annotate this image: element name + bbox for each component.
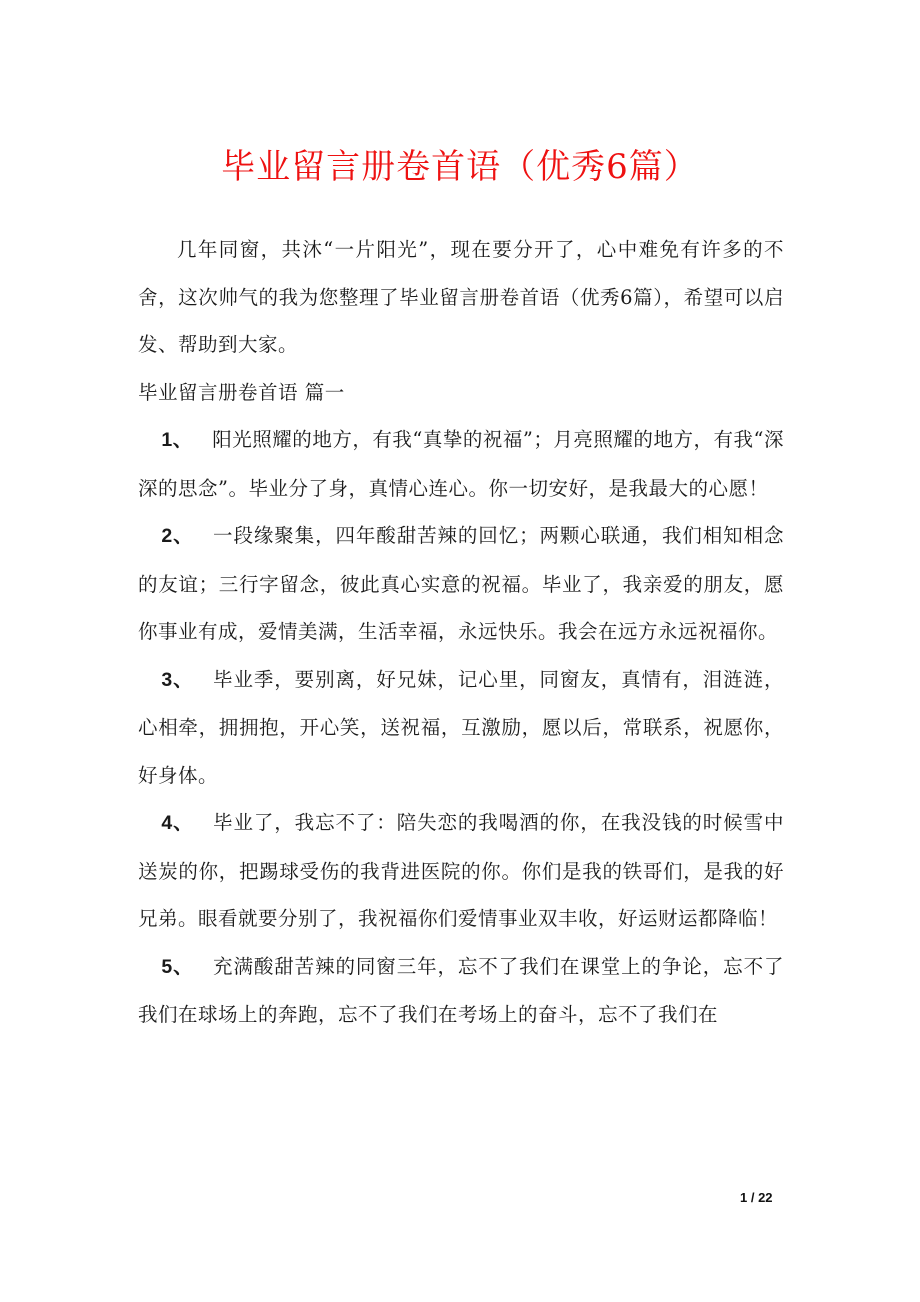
item-number: 2、 <box>161 525 194 547</box>
item-text: 充满酸甜苦辣的同窗三年，忘不了我们在课堂上的争论，忘不了我们在球场上的奔跑，忘不了我们在考场上的奋斗，忘不了我们在 <box>138 954 784 1026</box>
item-text: 一段缘聚集，四年酸甜苦辣的回忆；两颗心联通，我们相知相念的友谊；三行字留念，彼此真心实意的祝福。毕业了，我亲爱的朋友，愿你事业有成，爱情美满，生活幸福，永远快乐。我会在远方永远祝福你。 <box>138 524 784 643</box>
item-text: 毕业季，要别离，好兄妹，记心里，同窗友，真情有，泪涟涟，心相牵，拥拥抱，开心笑，送祝福，互激励，愿以后，常联系，祝愿你，好身体。 <box>138 667 784 787</box>
item-number: 3、 <box>161 668 194 691</box>
list-item <box>138 799 784 943</box>
list-item <box>138 656 784 800</box>
item-number: 4、 <box>161 812 194 834</box>
document-title: 毕业留言册卷首语（优秀6篇） <box>221 147 699 187</box>
section-heading: 毕业留言册卷首语 篇一 <box>138 380 345 404</box>
item-text: 毕业了，我忘不了：陪失恋的我喝酒的你，在我没钱的时候雪中送炭的你，把踢球受伤的我背进医院的你。你们是我的铁哥们，是我的好兄弟。眼看就要分别了，我祝福你们爱情事业双丰收，好运财运都降临！ <box>138 811 784 930</box>
item-number: 5、 <box>161 955 194 978</box>
document-body <box>138 226 784 1039</box>
list-item <box>138 512 784 656</box>
list-item <box>138 943 784 1039</box>
list-item <box>138 416 784 512</box>
item-number: 1、 <box>161 429 193 451</box>
item-text: 阳光照耀的地方，有我“真挚的祝福”；月亮照耀的地方，有我“深深的思念”。毕业分了身，真情心连心。你一切安好，是我最大的心愿！ <box>138 428 784 500</box>
page-number: 1 / 22 <box>740 1190 773 1205</box>
intro-paragraph: 几年同窗，共沐“一片阳光”，现在要分开了，心中难免有许多的不舍，这次帅气的我为您整理了毕业留言册卷首语（优秀6篇），希望可以启发、帮助到大家。 <box>138 238 784 356</box>
